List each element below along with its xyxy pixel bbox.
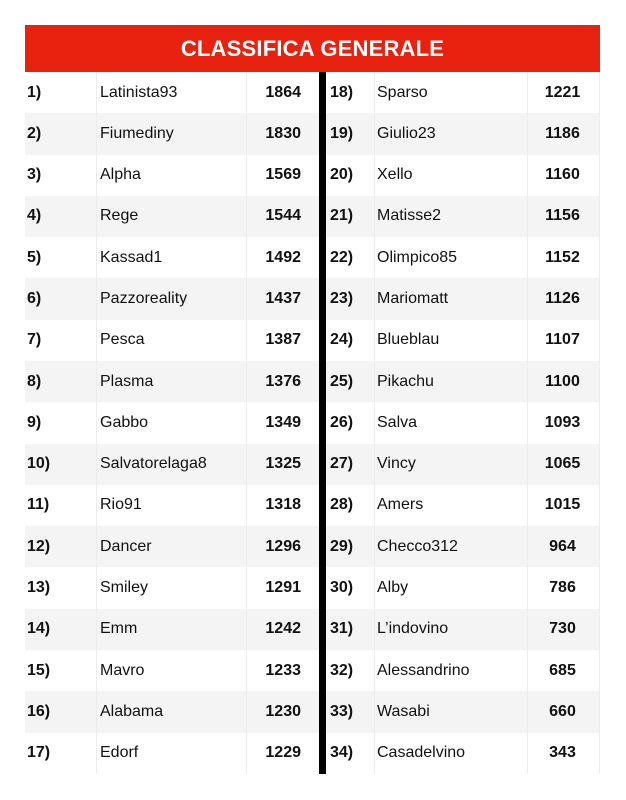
- standings-row: [326, 278, 600, 319]
- standings-column-left: [25, 72, 319, 774]
- score-cell: 1864: [246, 72, 319, 113]
- standings-row: [326, 196, 600, 237]
- player-name-cell: Smiley: [96, 567, 246, 608]
- player-name-cell: Mariomatt: [374, 278, 527, 319]
- standings-row: [326, 72, 600, 113]
- player-name-cell: Rio91: [96, 485, 246, 526]
- score-cell: 1492: [246, 237, 319, 278]
- standings-row: [326, 320, 600, 361]
- player-name-cell: Vincy: [374, 444, 527, 485]
- rank-cell: 12): [27, 537, 51, 555]
- player-name-cell: Wasabi: [374, 691, 527, 732]
- rank-cell: 19): [330, 124, 354, 142]
- rank-cell: 30): [330, 579, 354, 597]
- rank-cell: 3): [27, 166, 42, 184]
- rank-cell: 17): [27, 744, 51, 762]
- score-cell: 1325: [246, 444, 319, 485]
- standings-row: [25, 609, 319, 650]
- standings-sheet: [25, 25, 600, 774]
- score-cell: 730: [527, 609, 600, 650]
- score-cell: 1152: [527, 237, 600, 278]
- score-cell: 1242: [246, 609, 319, 650]
- standings-row: [326, 609, 600, 650]
- score-cell: 1229: [246, 733, 319, 774]
- score-cell: 786: [527, 567, 600, 608]
- rank-cell: 25): [330, 372, 354, 390]
- player-name-cell: Edorf: [96, 733, 246, 774]
- score-cell: 1291: [246, 567, 319, 608]
- rank-cell: 34): [330, 744, 354, 762]
- rank-cell: 4): [27, 207, 42, 225]
- rank-cell: 6): [27, 290, 42, 308]
- rank-cell: 18): [330, 83, 354, 101]
- player-name-cell: Dancer: [96, 526, 246, 567]
- standings-row: [25, 526, 319, 567]
- player-name-cell: Giulio23: [374, 113, 527, 154]
- rank-cell: 24): [330, 331, 354, 349]
- standings-row: [326, 526, 600, 567]
- rank-cell: 22): [330, 248, 354, 266]
- score-cell: 1318: [246, 485, 319, 526]
- standings-row: [326, 361, 600, 402]
- player-name-cell: Pikachu: [374, 361, 527, 402]
- score-cell: 1160: [527, 155, 600, 196]
- player-name-cell: Matisse2: [374, 196, 527, 237]
- player-name-cell: Alby: [374, 567, 527, 608]
- standings-row: [25, 72, 319, 113]
- score-cell: 1065: [527, 444, 600, 485]
- player-name-cell: Pesca: [96, 320, 246, 361]
- standings-row: [25, 402, 319, 443]
- player-name-cell: Gabbo: [96, 402, 246, 443]
- rank-cell: 21): [330, 207, 354, 225]
- score-cell: 1387: [246, 320, 319, 361]
- score-cell: 1093: [527, 402, 600, 443]
- rank-cell: 26): [330, 413, 354, 431]
- score-cell: 1437: [246, 278, 319, 319]
- player-name-cell: Mavro: [96, 650, 246, 691]
- standings-row: [326, 113, 600, 154]
- rank-cell: 31): [330, 620, 354, 638]
- score-cell: 1156: [527, 196, 600, 237]
- rank-cell: 8): [27, 372, 42, 390]
- score-cell: 1830: [246, 113, 319, 154]
- standings-row: [326, 485, 600, 526]
- standings-table: [25, 72, 600, 774]
- score-cell: 1221: [527, 72, 600, 113]
- player-name-cell: Latinista93: [96, 72, 246, 113]
- rank-cell: 13): [27, 579, 51, 597]
- standings-row: [326, 402, 600, 443]
- player-name-cell: Fiumediny: [96, 113, 246, 154]
- score-cell: 1230: [246, 691, 319, 732]
- standings-row: [326, 237, 600, 278]
- player-name-cell: Rege: [96, 196, 246, 237]
- player-name-cell: Salva: [374, 402, 527, 443]
- score-cell: 964: [527, 526, 600, 567]
- standings-column-right: [326, 72, 600, 774]
- score-cell: 1233: [246, 650, 319, 691]
- player-name-cell: Sparso: [374, 72, 527, 113]
- standings-row: [326, 691, 600, 732]
- column-divider: [319, 72, 326, 774]
- rank-cell: 9): [27, 413, 42, 431]
- score-cell: 1107: [527, 320, 600, 361]
- rank-cell: 16): [27, 702, 51, 720]
- standings-row: [25, 113, 319, 154]
- standings-row: [326, 444, 600, 485]
- standings-row: [25, 567, 319, 608]
- player-name-cell: Alpha: [96, 155, 246, 196]
- score-cell: 1015: [527, 485, 600, 526]
- standings-row: [25, 733, 319, 774]
- rank-cell: 29): [330, 537, 354, 555]
- player-name-cell: Casadelvino: [374, 733, 527, 774]
- score-cell: 1296: [246, 526, 319, 567]
- rank-cell: 14): [27, 620, 51, 638]
- standings-row: [326, 155, 600, 196]
- score-cell: 685: [527, 650, 600, 691]
- score-cell: 1126: [527, 278, 600, 319]
- standings-row: [25, 650, 319, 691]
- rank-cell: 5): [27, 248, 42, 266]
- player-name-cell: Emm: [96, 609, 246, 650]
- player-name-cell: Alabama: [96, 691, 246, 732]
- player-name-cell: Plasma: [96, 361, 246, 402]
- standings-title: CLASSIFICA GENERALE: [25, 25, 600, 72]
- standings-row: [25, 485, 319, 526]
- score-cell: 1349: [246, 402, 319, 443]
- standings-row: [326, 650, 600, 691]
- standings-row: [25, 155, 319, 196]
- standings-row: [25, 361, 319, 402]
- score-cell: 1544: [246, 196, 319, 237]
- score-cell: 1100: [527, 361, 600, 402]
- rank-cell: 15): [27, 661, 51, 679]
- player-name-cell: Salvatorelaga8: [96, 444, 246, 485]
- rank-cell: 27): [330, 455, 354, 473]
- rank-cell: 1): [27, 83, 42, 101]
- player-name-cell: Alessandrino: [374, 650, 527, 691]
- rank-cell: 10): [27, 455, 51, 473]
- player-name-cell: Xello: [374, 155, 527, 196]
- player-name-cell: Kassad1: [96, 237, 246, 278]
- score-cell: 1186: [527, 113, 600, 154]
- rank-cell: 11): [27, 496, 50, 514]
- rank-cell: 20): [330, 166, 354, 184]
- player-name-cell: Pazzoreality: [96, 278, 246, 319]
- score-cell: 660: [527, 691, 600, 732]
- standings-row: [25, 196, 319, 237]
- score-cell: 1569: [246, 155, 319, 196]
- standings-row: [25, 237, 319, 278]
- standings-row: [25, 444, 319, 485]
- score-cell: 343: [527, 733, 600, 774]
- player-name-cell: L’indovino: [374, 609, 527, 650]
- standings-row: [25, 320, 319, 361]
- rank-cell: 32): [330, 661, 354, 679]
- score-cell: 1376: [246, 361, 319, 402]
- rank-cell: 23): [330, 290, 354, 308]
- player-name-cell: Olimpico85: [374, 237, 527, 278]
- rank-cell: 2): [27, 124, 42, 142]
- player-name-cell: Amers: [374, 485, 527, 526]
- standings-row: [326, 567, 600, 608]
- player-name-cell: Checco312: [374, 526, 527, 567]
- standings-row: [25, 278, 319, 319]
- rank-cell: 33): [330, 702, 354, 720]
- rank-cell: 28): [330, 496, 354, 514]
- standings-row: [25, 691, 319, 732]
- standings-row: [326, 733, 600, 774]
- player-name-cell: Blueblau: [374, 320, 527, 361]
- rank-cell: 7): [27, 331, 42, 349]
